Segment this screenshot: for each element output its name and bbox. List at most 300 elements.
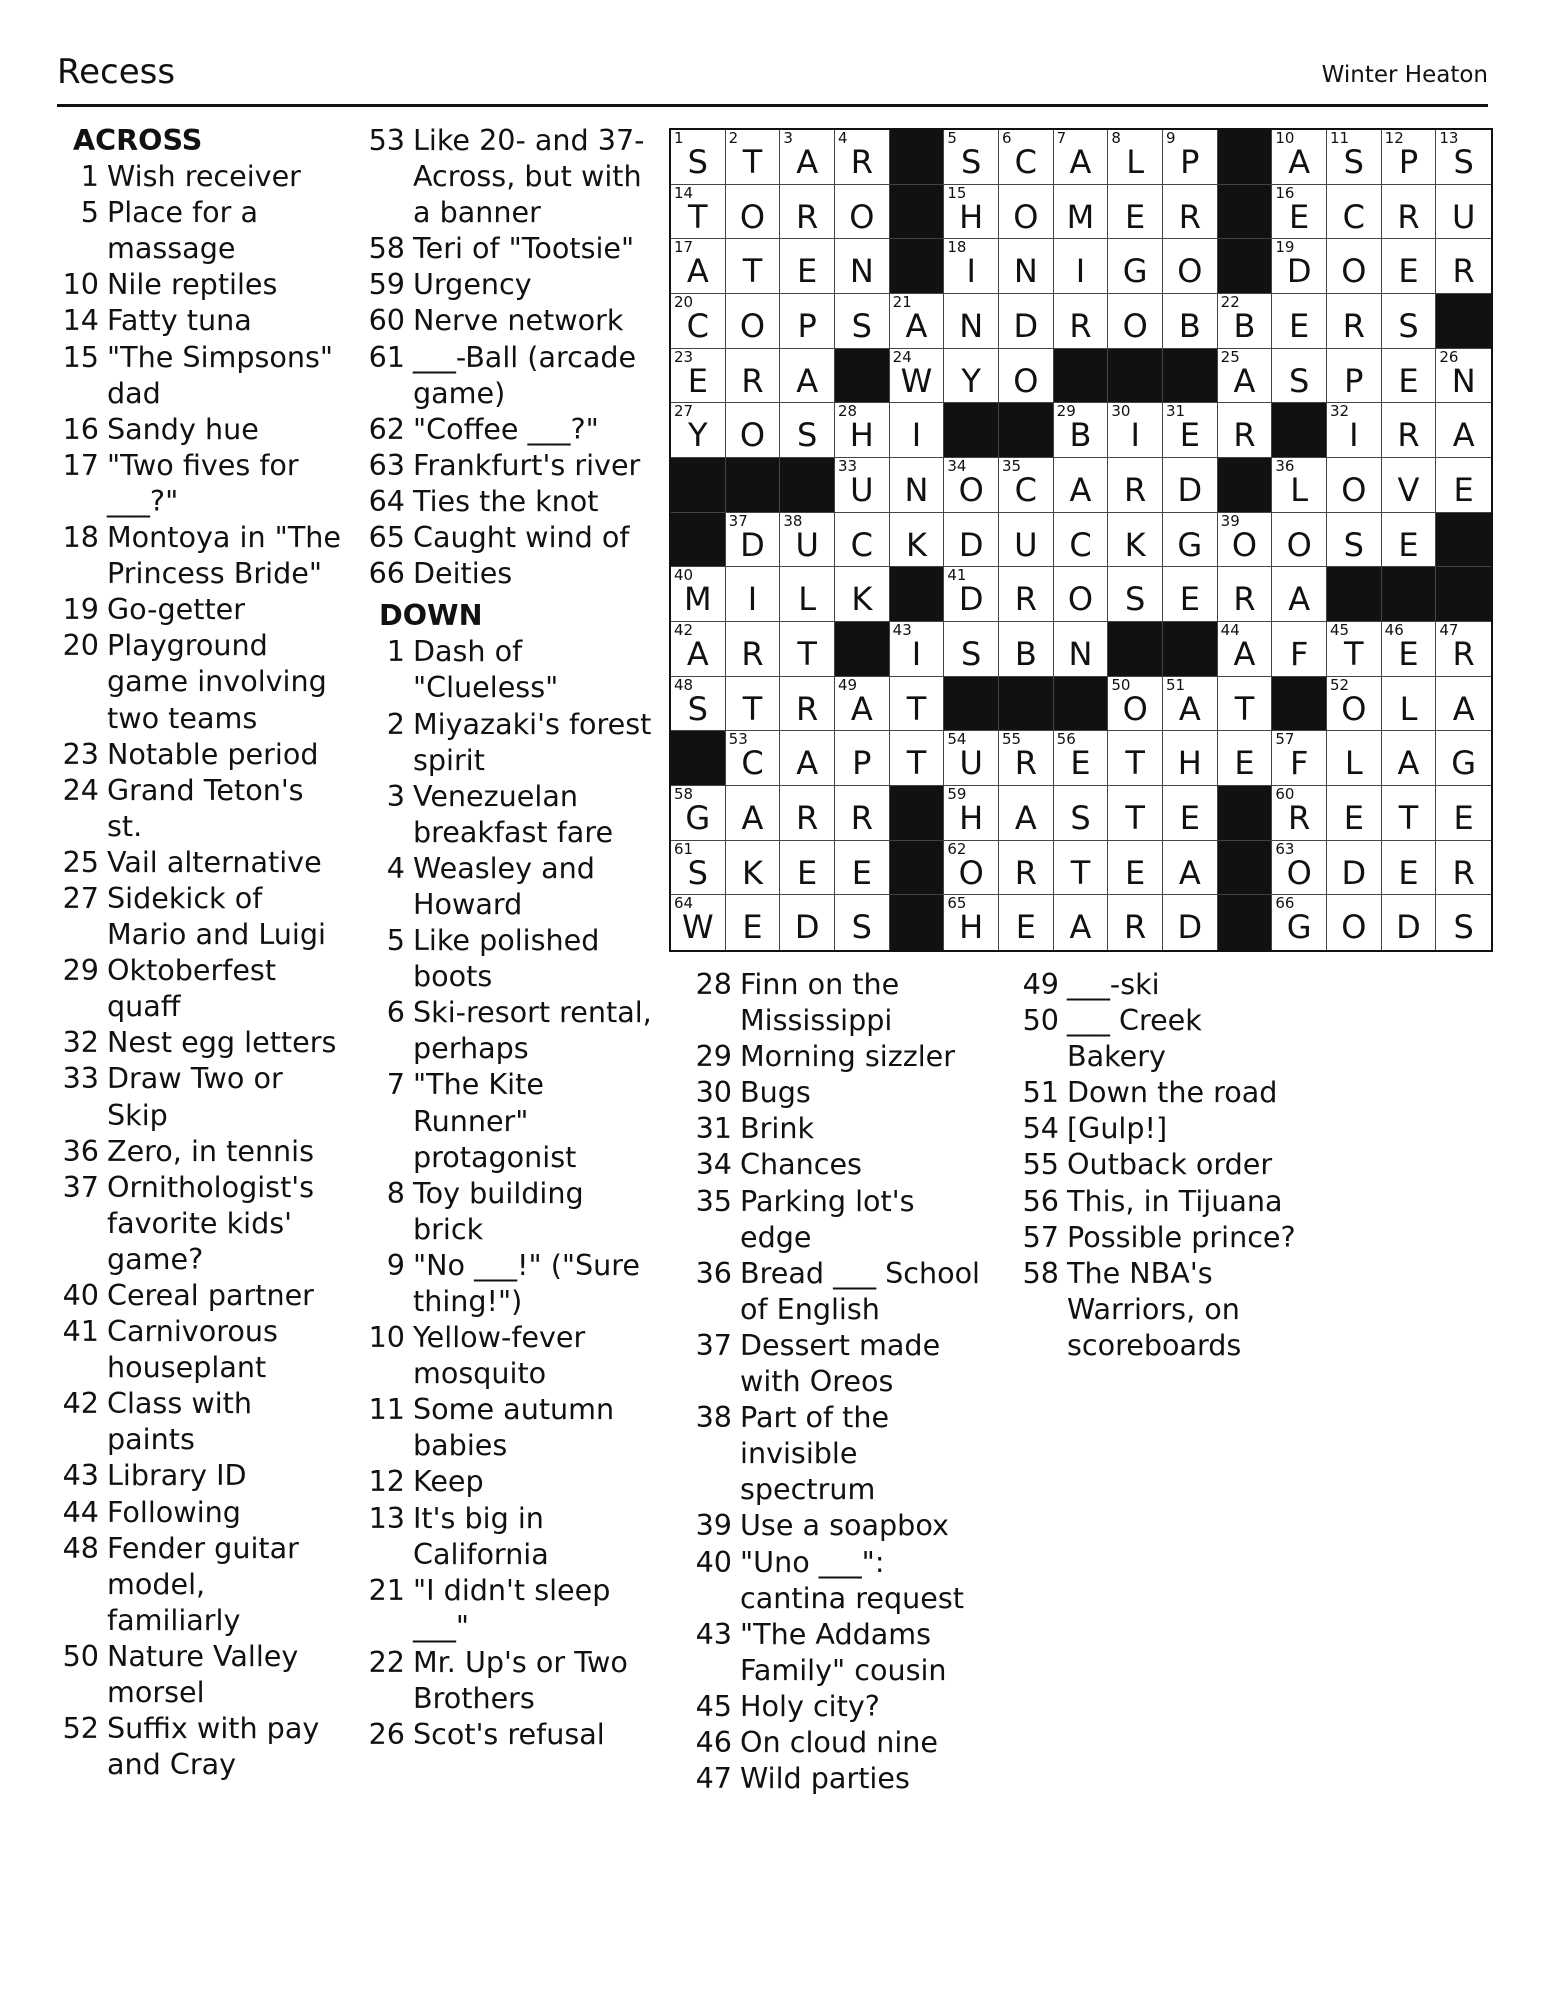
down-clue-57[interactable] <box>1017 1219 1307 1255</box>
grid-cell[interactable] <box>1218 294 1273 349</box>
down-clue-46[interactable] <box>690 1724 980 1760</box>
grid-cell[interactable] <box>671 403 726 458</box>
grid-cell[interactable] <box>1436 349 1491 404</box>
grid-cell[interactable] <box>1327 294 1382 349</box>
grid-cell[interactable] <box>726 677 781 732</box>
grid-cell[interactable] <box>835 130 890 185</box>
grid-cell[interactable] <box>999 731 1054 786</box>
clue-text: Place for a massage <box>107 195 259 266</box>
grid-cell[interactable] <box>1327 239 1382 294</box>
grid-cell[interactable] <box>1054 403 1109 458</box>
across-clue-25[interactable] <box>57 844 342 880</box>
down-clue-13[interactable] <box>363 1500 653 1572</box>
grid-cell[interactable] <box>1163 786 1218 841</box>
grid-cell[interactable] <box>1272 622 1327 677</box>
grid-cell[interactable] <box>1218 731 1273 786</box>
grid-cell[interactable] <box>890 677 945 732</box>
down-clue-22[interactable] <box>363 1644 653 1716</box>
down-clue-8[interactable] <box>363 1175 653 1247</box>
grid-cell[interactable] <box>671 130 726 185</box>
grid-cell[interactable] <box>1272 786 1327 841</box>
across-clue-20[interactable] <box>57 627 342 735</box>
grid-cell[interactable] <box>890 294 945 349</box>
grid-cell[interactable] <box>1054 239 1109 294</box>
grid-cell[interactable] <box>1163 185 1218 240</box>
grid-cell[interactable] <box>1436 239 1491 294</box>
across-clue-27[interactable] <box>57 880 342 952</box>
grid-cell[interactable] <box>890 349 945 404</box>
across-clue-33[interactable] <box>57 1060 342 1132</box>
grid-cell[interactable] <box>780 895 835 950</box>
across-clue-16[interactable] <box>57 411 342 447</box>
grid-cell[interactable] <box>890 403 945 458</box>
grid-cell[interactable] <box>1163 458 1218 513</box>
across-clue-14[interactable] <box>57 302 342 338</box>
grid-cell[interactable] <box>780 185 835 240</box>
down-clue-4[interactable] <box>363 850 653 922</box>
grid-cell[interactable] <box>1054 567 1109 622</box>
down-clue-55[interactable] <box>1017 1146 1307 1182</box>
down-clue-11[interactable] <box>363 1391 653 1463</box>
grid-cell[interactable] <box>726 786 781 841</box>
grid-cell[interactable] <box>1108 458 1163 513</box>
grid-cell[interactable] <box>1382 841 1437 896</box>
grid-cell[interactable] <box>1108 185 1163 240</box>
grid-cell[interactable] <box>1382 239 1437 294</box>
clue-number: 24 <box>62 772 99 807</box>
grid-cell[interactable] <box>1382 677 1437 732</box>
across-clue-18[interactable] <box>57 519 342 591</box>
across-clue-42[interactable] <box>57 1385 342 1457</box>
across-clue-52[interactable] <box>57 1710 342 1782</box>
grid-cell[interactable] <box>1108 677 1163 732</box>
grid-cell[interactable] <box>1436 458 1491 513</box>
grid-cell[interactable] <box>1163 841 1218 896</box>
grid-cell[interactable] <box>999 786 1054 841</box>
grid-cell[interactable] <box>1163 130 1218 185</box>
grid-cell[interactable] <box>999 841 1054 896</box>
down-clue-36[interactable] <box>690 1255 980 1327</box>
grid-cell[interactable] <box>1108 239 1163 294</box>
down-clue-54[interactable] <box>1017 1110 1307 1146</box>
grid-cell[interactable] <box>1382 458 1437 513</box>
grid-cell[interactable] <box>1327 731 1382 786</box>
down-clue-10[interactable] <box>363 1319 653 1391</box>
clue-text: Down the road <box>1067 1075 1278 1110</box>
grid-cell[interactable] <box>999 349 1054 404</box>
puzzle-author: Winter Heaton <box>1321 62 1488 88</box>
grid-cell[interactable] <box>1436 786 1491 841</box>
grid-cell[interactable] <box>944 239 999 294</box>
across-clue-41[interactable] <box>57 1313 342 1385</box>
cell-letter: A <box>1288 580 1311 619</box>
grid-cell[interactable] <box>1272 185 1327 240</box>
grid-cell[interactable] <box>1436 403 1491 458</box>
across-clue-19[interactable] <box>57 591 342 627</box>
grid-cell[interactable] <box>1108 731 1163 786</box>
grid-cell[interactable] <box>671 677 726 732</box>
grid-cell[interactable] <box>944 895 999 950</box>
grid-cell[interactable] <box>1327 349 1382 404</box>
black-square <box>890 786 945 841</box>
grid-cell[interactable] <box>1272 567 1327 622</box>
across-clue-63[interactable] <box>363 447 653 483</box>
grid-cell[interactable] <box>944 349 999 404</box>
grid-cell[interactable] <box>780 567 835 622</box>
cell-letter: O <box>1341 252 1367 291</box>
grid-cell[interactable] <box>1218 677 1273 732</box>
down-clue-37[interactable] <box>690 1327 980 1399</box>
grid-cell[interactable] <box>890 731 945 786</box>
down-clue-2[interactable] <box>363 706 653 778</box>
grid-cell[interactable] <box>726 513 781 568</box>
grid-cell[interactable] <box>1108 130 1163 185</box>
grid-cell[interactable] <box>999 567 1054 622</box>
grid-cell[interactable] <box>944 294 999 349</box>
across-clue-37[interactable] <box>57 1169 342 1277</box>
grid-cell[interactable] <box>1054 130 1109 185</box>
cell-letter: S <box>687 143 708 181</box>
grid-cell[interactable] <box>1382 185 1437 240</box>
cell-number: 53 <box>728 730 748 749</box>
grid-cell[interactable] <box>944 567 999 622</box>
grid-cell[interactable] <box>999 513 1054 568</box>
grid-cell[interactable] <box>726 239 781 294</box>
grid-cell[interactable] <box>1218 513 1273 568</box>
grid-cell[interactable] <box>1054 622 1109 677</box>
across-clue-58[interactable] <box>363 230 653 266</box>
grid-cell[interactable] <box>1108 513 1163 568</box>
grid-cell[interactable] <box>1436 841 1491 896</box>
across-clue-32[interactable] <box>57 1024 342 1060</box>
grid-cell[interactable] <box>671 841 726 896</box>
grid-cell[interactable] <box>780 130 835 185</box>
grid-cell[interactable] <box>944 622 999 677</box>
across-clue-64[interactable] <box>363 483 653 519</box>
grid-cell[interactable] <box>1108 786 1163 841</box>
down-clue-45[interactable] <box>690 1688 980 1724</box>
down-clue-49[interactable] <box>1017 966 1307 1002</box>
grid-cell[interactable] <box>726 841 781 896</box>
grid-cell[interactable] <box>1436 677 1491 732</box>
grid-cell[interactable] <box>835 841 890 896</box>
across-clue-60[interactable] <box>363 302 653 338</box>
grid-cell[interactable] <box>835 895 890 950</box>
grid-cell[interactable] <box>1272 239 1327 294</box>
grid-cell[interactable] <box>1054 458 1109 513</box>
grid-cell[interactable] <box>1163 513 1218 568</box>
grid-cell[interactable] <box>1327 513 1382 568</box>
grid-cell[interactable] <box>671 895 726 950</box>
across-clue-66[interactable] <box>363 555 653 591</box>
across-clue-65[interactable] <box>363 519 653 555</box>
grid-cell[interactable] <box>1436 130 1491 185</box>
across-clue-23[interactable] <box>57 736 342 772</box>
grid-cell[interactable] <box>1163 677 1218 732</box>
across-clue-5[interactable] <box>57 194 342 266</box>
grid-cell[interactable] <box>1054 786 1109 841</box>
down-clue-21[interactable] <box>363 1572 653 1644</box>
grid-cell[interactable] <box>1108 294 1163 349</box>
grid-cell[interactable] <box>1218 403 1273 458</box>
grid-cell[interactable] <box>944 458 999 513</box>
grid-cell[interactable] <box>999 895 1054 950</box>
grid-cell[interactable] <box>1272 513 1327 568</box>
grid-cell[interactable] <box>1382 130 1437 185</box>
cell-number: 46 <box>1384 621 1404 639</box>
grid-cell[interactable] <box>726 895 781 950</box>
grid-cell[interactable] <box>1327 841 1382 896</box>
grid-cell[interactable] <box>726 294 781 349</box>
clue-text: Brink <box>740 1111 814 1146</box>
clue-number: 33 <box>62 1061 99 1096</box>
grid-cell[interactable] <box>1054 513 1109 568</box>
down-clue-50[interactable] <box>1017 1002 1307 1074</box>
across-clue-10[interactable] <box>57 266 342 302</box>
grid-cell[interactable] <box>835 786 890 841</box>
grid-cell[interactable] <box>1382 513 1437 568</box>
clue-number: 50 <box>1022 1003 1059 1038</box>
grid-cell[interactable] <box>671 622 726 677</box>
cell-letter: A <box>1452 416 1475 455</box>
grid-cell[interactable] <box>726 622 781 677</box>
across-clue-50[interactable] <box>57 1638 342 1710</box>
cell-letter: I <box>911 416 922 455</box>
grid-cell[interactable] <box>780 513 835 568</box>
grid-cell[interactable] <box>726 567 781 622</box>
grid-cell[interactable] <box>1272 895 1327 950</box>
grid-cell[interactable] <box>835 567 890 622</box>
black-square <box>1218 130 1273 185</box>
down-clue-31[interactable] <box>690 1110 980 1146</box>
grid-cell[interactable] <box>780 349 835 404</box>
grid-cell[interactable] <box>671 567 726 622</box>
across-clue-62[interactable] <box>363 411 653 447</box>
grid-cell[interactable] <box>726 403 781 458</box>
down-clue-7[interactable] <box>363 1066 653 1174</box>
clue-text: Nest egg letters <box>107 1025 337 1060</box>
across-clue-24[interactable] <box>57 772 342 844</box>
across-clue-15[interactable] <box>57 339 342 411</box>
cell-letter: L <box>1290 471 1309 509</box>
grid-cell[interactable] <box>1054 294 1109 349</box>
grid-cell[interactable] <box>1272 130 1327 185</box>
grid-cell[interactable] <box>1436 895 1491 950</box>
grid-cell[interactable] <box>1327 622 1382 677</box>
grid-cell[interactable] <box>671 349 726 404</box>
grid-cell[interactable] <box>1382 349 1437 404</box>
cell-letter: R <box>850 799 873 837</box>
grid-cell[interactable] <box>1327 185 1382 240</box>
grid-cell[interactable] <box>944 841 999 896</box>
grid-cell[interactable] <box>890 513 945 568</box>
cell-letter: A <box>796 143 819 181</box>
down-heading: DOWN <box>379 598 483 633</box>
across-clue-1[interactable] <box>57 158 342 194</box>
grid-cell[interactable] <box>1163 403 1218 458</box>
grid-cell[interactable] <box>780 677 835 732</box>
across-clue-59[interactable] <box>363 266 653 302</box>
grid-cell[interactable] <box>1382 294 1437 349</box>
across-clue-17[interactable] <box>57 447 342 519</box>
grid-cell[interactable] <box>944 786 999 841</box>
grid-cell[interactable] <box>1054 731 1109 786</box>
grid-cell[interactable] <box>1436 731 1491 786</box>
clue-number: 55 <box>1022 1147 1059 1182</box>
grid-cell[interactable] <box>1327 458 1382 513</box>
down-clue-47[interactable] <box>690 1760 980 1796</box>
grid-cell[interactable] <box>671 185 726 240</box>
grid-cell[interactable] <box>835 294 890 349</box>
across-clue-29[interactable] <box>57 952 342 1024</box>
grid-cell[interactable] <box>1382 403 1437 458</box>
down-clue-39[interactable] <box>690 1507 980 1543</box>
grid-cell[interactable] <box>999 239 1054 294</box>
cell-letter: P <box>1344 361 1364 400</box>
grid-cell[interactable] <box>944 731 999 786</box>
clue-number: 59 <box>368 267 405 302</box>
clue-text: Holy city? <box>740 1688 880 1723</box>
grid-cell[interactable] <box>944 185 999 240</box>
across-clue-48[interactable] <box>57 1530 342 1638</box>
grid-cell[interactable] <box>944 130 999 185</box>
grid-cell[interactable] <box>1327 403 1382 458</box>
grid-cell[interactable] <box>1108 403 1163 458</box>
cell-letter: R <box>1397 197 1420 236</box>
down-clue-30[interactable] <box>690 1074 980 1110</box>
grid-cell[interactable] <box>1054 185 1109 240</box>
down-clue-38[interactable] <box>690 1399 980 1507</box>
down-clue-43[interactable] <box>690 1616 980 1688</box>
grid-cell[interactable] <box>1436 622 1491 677</box>
grid-cell[interactable] <box>1327 130 1382 185</box>
grid-cell[interactable] <box>1272 731 1327 786</box>
clue-text: Keep <box>413 1464 484 1499</box>
cell-letter: E <box>797 853 818 892</box>
cell-letter: O <box>1341 908 1367 947</box>
grid-cell[interactable] <box>890 458 945 513</box>
grid-cell[interactable] <box>780 294 835 349</box>
cell-number: 35 <box>1002 457 1022 475</box>
down-clue-40[interactable] <box>690 1544 980 1616</box>
grid-cell[interactable] <box>999 294 1054 349</box>
grid-cell[interactable] <box>671 294 726 349</box>
grid-cell[interactable] <box>835 239 890 294</box>
across-clue-43[interactable] <box>57 1457 342 1493</box>
across-clue-40[interactable] <box>57 1277 342 1313</box>
grid-cell[interactable] <box>835 677 890 732</box>
down-clue-26[interactable] <box>363 1716 653 1752</box>
grid-cell[interactable] <box>1163 239 1218 294</box>
down-clue-1[interactable] <box>363 633 653 705</box>
grid-cell[interactable] <box>726 349 781 404</box>
grid-cell[interactable] <box>835 731 890 786</box>
grid-cell[interactable] <box>1108 895 1163 950</box>
down-clue-58[interactable] <box>1017 1255 1307 1363</box>
grid-cell[interactable] <box>1382 731 1437 786</box>
grid-cell[interactable] <box>671 239 726 294</box>
down-clue-34[interactable] <box>690 1146 980 1182</box>
grid-cell[interactable] <box>1382 622 1437 677</box>
down-clue-6[interactable] <box>363 994 653 1066</box>
grid-cell[interactable] <box>1054 895 1109 950</box>
grid-cell[interactable] <box>780 239 835 294</box>
clue-text: Grand Teton's st. <box>107 772 304 843</box>
grid-cell[interactable] <box>999 130 1054 185</box>
grid-cell[interactable] <box>835 185 890 240</box>
grid-cell[interactable] <box>1272 841 1327 896</box>
across-heading: ACROSS <box>73 123 203 157</box>
grid-cell[interactable] <box>1272 458 1327 513</box>
grid-cell[interactable] <box>780 403 835 458</box>
grid-cell[interactable] <box>1327 786 1382 841</box>
grid-cell[interactable] <box>1327 895 1382 950</box>
clue-number: 1 <box>80 159 99 194</box>
grid-cell[interactable] <box>1436 185 1491 240</box>
grid-cell[interactable] <box>1163 567 1218 622</box>
grid-cell[interactable] <box>1272 349 1327 404</box>
across-clue-36[interactable] <box>57 1133 342 1169</box>
down-clue-9[interactable] <box>363 1247 653 1319</box>
grid-cell[interactable] <box>835 513 890 568</box>
down-clue-29[interactable] <box>690 1038 980 1074</box>
down-clue-56[interactable] <box>1017 1183 1307 1219</box>
down-clue-5[interactable] <box>363 922 653 994</box>
grid-cell[interactable] <box>780 841 835 896</box>
grid-cell[interactable] <box>890 622 945 677</box>
across-clue-44[interactable] <box>57 1494 342 1530</box>
grid-cell[interactable] <box>1218 349 1273 404</box>
cell-letter: S <box>1453 908 1474 947</box>
grid-cell[interactable] <box>1054 841 1109 896</box>
grid-cell[interactable] <box>780 622 835 677</box>
grid-cell[interactable] <box>835 403 890 458</box>
grid-cell[interactable] <box>1218 622 1273 677</box>
across-clue-53[interactable] <box>363 122 653 230</box>
across-clue-61[interactable] <box>363 339 653 411</box>
grid-cell[interactable] <box>944 513 999 568</box>
grid-cell[interactable] <box>1272 294 1327 349</box>
grid-cell[interactable] <box>780 731 835 786</box>
grid-cell[interactable] <box>1108 841 1163 896</box>
grid-cell[interactable] <box>1382 895 1437 950</box>
grid-cell[interactable] <box>1163 895 1218 950</box>
grid-cell[interactable] <box>671 786 726 841</box>
grid-cell[interactable] <box>999 185 1054 240</box>
grid-cell[interactable] <box>780 786 835 841</box>
cell-letter: A <box>796 361 819 400</box>
grid-cell[interactable] <box>1108 567 1163 622</box>
grid-cell[interactable] <box>1382 786 1437 841</box>
grid-cell[interactable] <box>726 130 781 185</box>
grid-cell[interactable] <box>1163 731 1218 786</box>
down-clue-35[interactable] <box>690 1183 980 1255</box>
grid-cell[interactable] <box>1327 677 1382 732</box>
grid-cell[interactable] <box>726 185 781 240</box>
cell-letter: V <box>1397 471 1420 509</box>
grid-cell[interactable] <box>999 458 1054 513</box>
grid-cell[interactable] <box>1163 294 1218 349</box>
down-clue-12[interactable] <box>363 1463 653 1499</box>
grid-cell[interactable] <box>726 731 781 786</box>
down-clue-51[interactable] <box>1017 1074 1307 1110</box>
down-clue-3[interactable] <box>363 778 653 850</box>
crossword-grid[interactable] <box>669 128 1493 952</box>
grid-cell[interactable] <box>835 458 890 513</box>
grid-cell[interactable] <box>1218 567 1273 622</box>
grid-cell[interactable] <box>999 622 1054 677</box>
down-clue-28[interactable] <box>690 966 980 1038</box>
